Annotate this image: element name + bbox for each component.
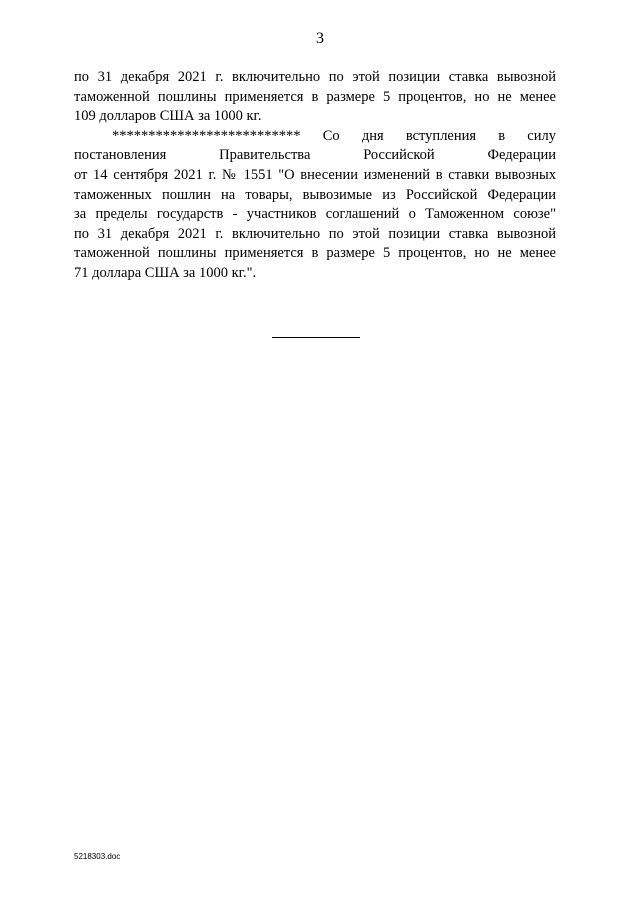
text-line: постановления Правительства Российской Федерации bbox=[74, 147, 556, 164]
text-line: по 31 декабря 2021 г. включительно по этой позиции ставка вывозной bbox=[74, 225, 556, 242]
text-line: ************************** Со дня вступления в силу bbox=[112, 127, 556, 144]
text-line: по 31 декабря 2021 г. включительно по этой позиции ставка вывозной bbox=[74, 69, 556, 85]
text-line: 109 долларов США за 1000 кг. bbox=[74, 108, 262, 125]
document-body bbox=[74, 68, 556, 284]
text-line: таможенной пошлины применяется в размере 5 процентов, но не менее bbox=[74, 88, 556, 105]
text-line: таможенной пошлины применяется в размере 5 процентов, но не менее bbox=[74, 245, 556, 262]
separator-line bbox=[272, 337, 360, 338]
document-id: 5218303.doc bbox=[74, 852, 121, 861]
text-line: от 14 сентября 2021 г. № 1551 "О внесении изменений в ставки вывозных bbox=[74, 166, 556, 183]
page-number: 3 bbox=[316, 30, 324, 47]
paragraph-1 bbox=[74, 68, 556, 127]
paragraph-2 bbox=[74, 127, 556, 284]
text-line: за пределы государств - участников соглашений о Таможенном союзе" bbox=[74, 206, 556, 223]
text-line: таможенных пошлин на товары, вывозимые из Российской Федерации bbox=[74, 186, 556, 203]
text-line: 71 доллара США за 1000 кг.". bbox=[74, 264, 257, 281]
